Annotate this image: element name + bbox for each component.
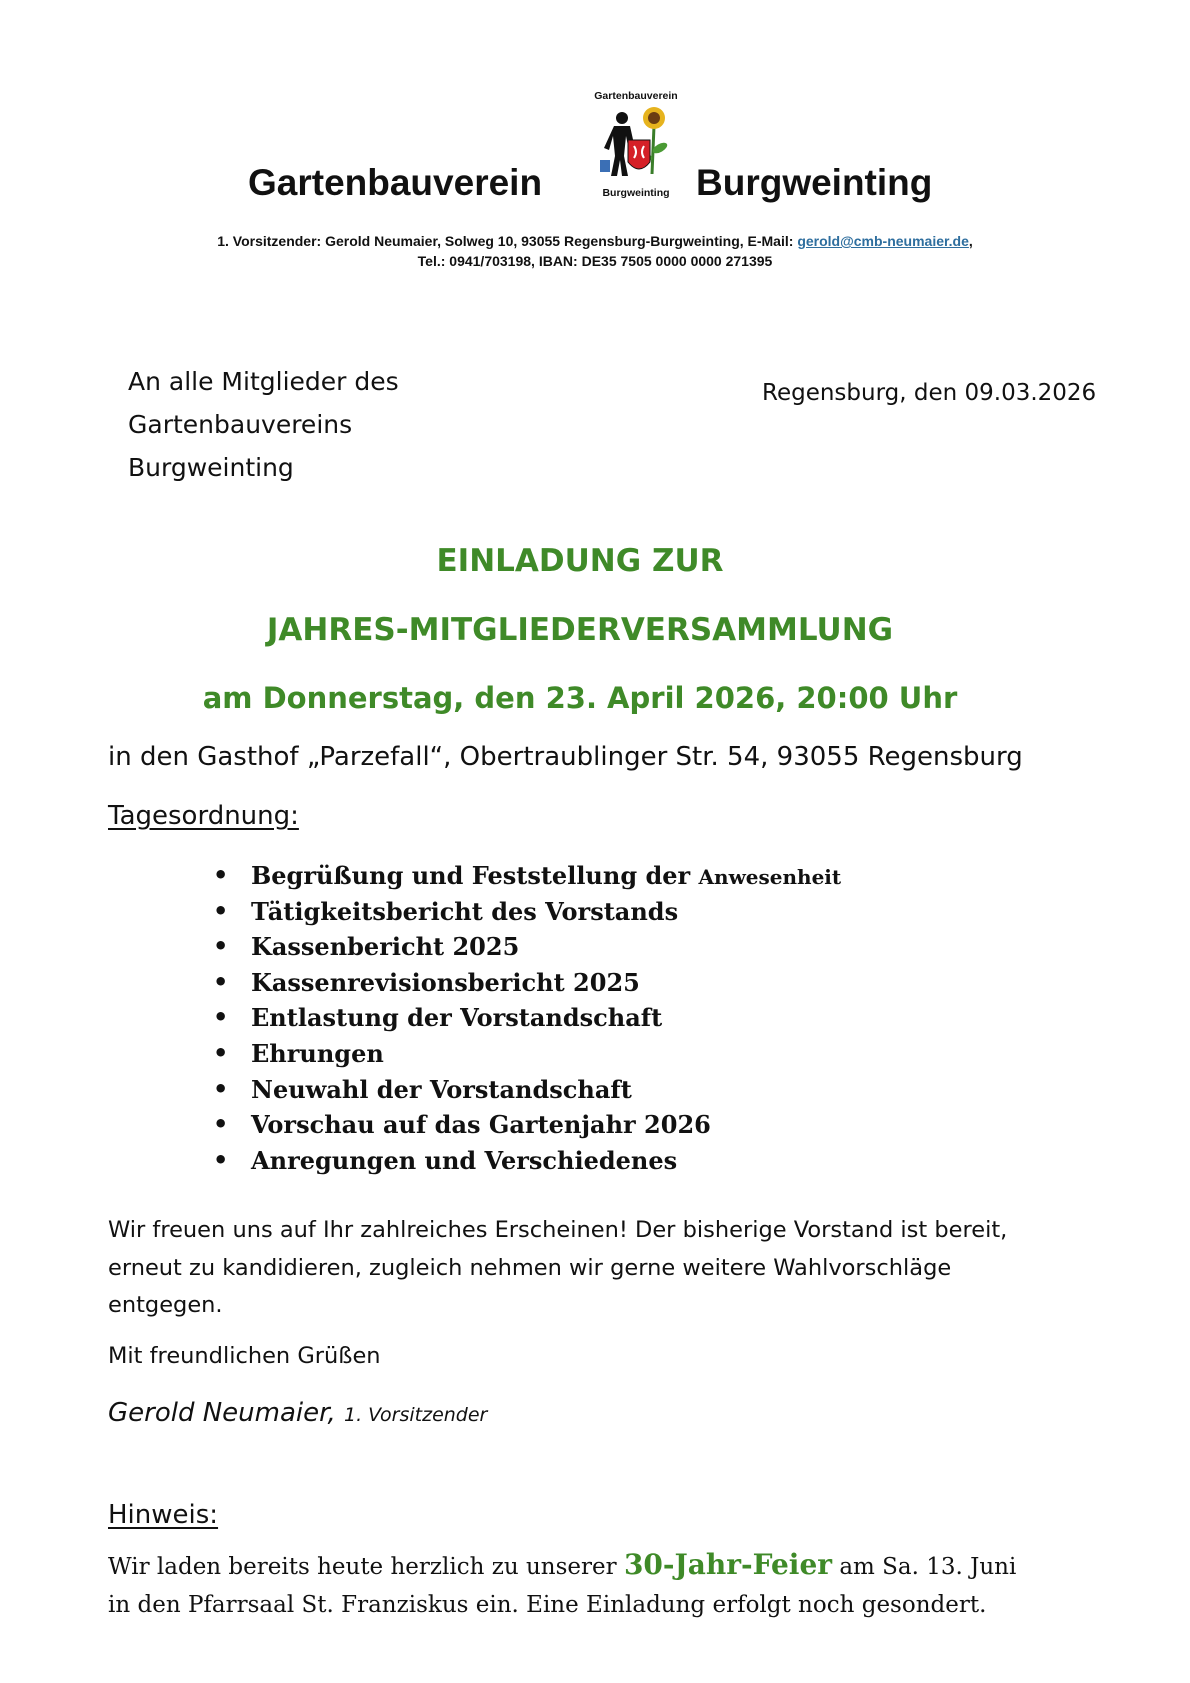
note-text-prefix: Wir laden bereits heute herzlich zu unserer — [108, 1554, 624, 1580]
letterhead-left-title: Gartenbauverein — [248, 162, 543, 203]
bullet-icon: • — [213, 1038, 229, 1067]
contact-comma: , — [968, 233, 973, 249]
bullet-icon: • — [213, 1145, 229, 1174]
contact-email-link[interactable]: gerold@cmb-neumaier.de — [797, 233, 969, 249]
contact-line-1 — [0, 233, 1190, 249]
agenda-item-text: Entlastung der Vorstandschaft — [251, 1003, 663, 1033]
note-text-suffix: am Sa. 13. Juni — [832, 1554, 1017, 1580]
agenda-item-text: Begrüßung und Feststellung der — [251, 861, 699, 890]
recipient-address — [128, 360, 399, 489]
agenda-item-text: Vorschau auf das Gartenjahr 2026 — [251, 1110, 711, 1140]
agenda-item — [213, 1036, 841, 1072]
body-paragraph: Wir freuen uns auf Ihr zahlreiches Erscheinen! Der bisherige Vorstand ist bereit, erneut zu kandidieren, zugleich nehmen wir gerne weitere Wahlvorschläge entgegen. — [108, 1217, 1008, 1318]
address-line: An alle Mitglieder des — [128, 367, 399, 396]
bullet-icon: • — [213, 932, 229, 961]
agenda-list — [213, 858, 841, 1178]
agenda-item-text: Ehrungen — [251, 1038, 384, 1068]
agenda-item — [213, 1143, 841, 1179]
contact-line-2: Tel.: 0941/703198, IBAN: DE35 7505 0000 0000 271395 — [417, 253, 773, 269]
agenda-item — [213, 1072, 841, 1108]
agenda-item — [213, 965, 841, 1001]
bullet-icon: • — [213, 1074, 229, 1103]
invitation-title-line-2: JAHRES-MITGLIEDERVERSAMMLUNG — [266, 612, 894, 648]
address-line: Gartenbauvereins — [128, 410, 353, 439]
agenda-item-text: Kassenrevisionsbericht 2025 — [251, 967, 640, 997]
agenda-item-text-small: Anwesenheit — [698, 865, 842, 889]
agenda-item — [213, 1000, 841, 1036]
agenda-item-text: Neuwahl der Vorstandschaft — [251, 1074, 632, 1104]
address-line: Burgweinting — [128, 453, 294, 482]
closing-greeting: Mit freundlichen Grüßen — [108, 1343, 381, 1369]
anniversary-highlight: 30-Jahr-Feier — [623, 1548, 833, 1581]
bullet-icon: • — [213, 861, 229, 889]
signature: Gerold Neumaier, 1. Vorsitzender — [108, 1398, 488, 1428]
contact-text: 1. Vorsitzender: Gerold Neumaier, Solweg 10, 93055 Regensburg-Burgweinting, E-Mail: — [217, 233, 798, 249]
club-logo — [580, 90, 692, 202]
agenda-item — [213, 929, 841, 965]
meeting-date-time: am Donnerstag, den 23. April 2026, 20:00 Uhr — [202, 681, 958, 715]
bullet-icon: • — [213, 1003, 229, 1032]
agenda-item — [213, 858, 841, 894]
bullet-icon: • — [213, 1110, 229, 1139]
agenda-item-text: Tätigkeitsbericht des Vorstands — [251, 896, 679, 926]
bullet-icon: • — [213, 967, 229, 996]
letterhead-right-title: Burgweinting — [696, 162, 933, 203]
note-line-2: in den Pfarrsaal St. Franziskus ein. Eine Einladung erfolgt noch gesondert. — [108, 1592, 987, 1618]
agenda-item-text: Anregungen und Verschiedenes — [251, 1145, 678, 1175]
note-text — [108, 1546, 1068, 1624]
note-heading: Hinweis: — [108, 1500, 219, 1530]
agenda-item-text: Kassenbericht 2025 — [251, 932, 520, 962]
agenda-item — [213, 1107, 841, 1143]
meeting-venue: in den Gasthof „Parzefall“, Obertraublinger Str. 54, 93055 Regensburg — [108, 742, 1023, 772]
signature-name: Gerold Neumaier — [108, 1398, 328, 1428]
logo-bottom-text: Burgweinting — [602, 187, 670, 199]
note-line-1 — [108, 1546, 1068, 1586]
agenda-heading: Tagesordnung: — [108, 801, 299, 831]
logo-top-text: Gartenbauverein — [594, 90, 678, 102]
invitation-title-line-1: EINLADUNG ZUR — [436, 543, 724, 579]
letter-date: Regensburg, den 09.03.2026 — [762, 380, 1097, 406]
agenda-item — [213, 894, 841, 930]
bullet-icon: • — [213, 896, 229, 925]
gardener-sunflower-icon — [594, 104, 678, 188]
signature-role: 1. Vorsitzender — [343, 1404, 488, 1426]
